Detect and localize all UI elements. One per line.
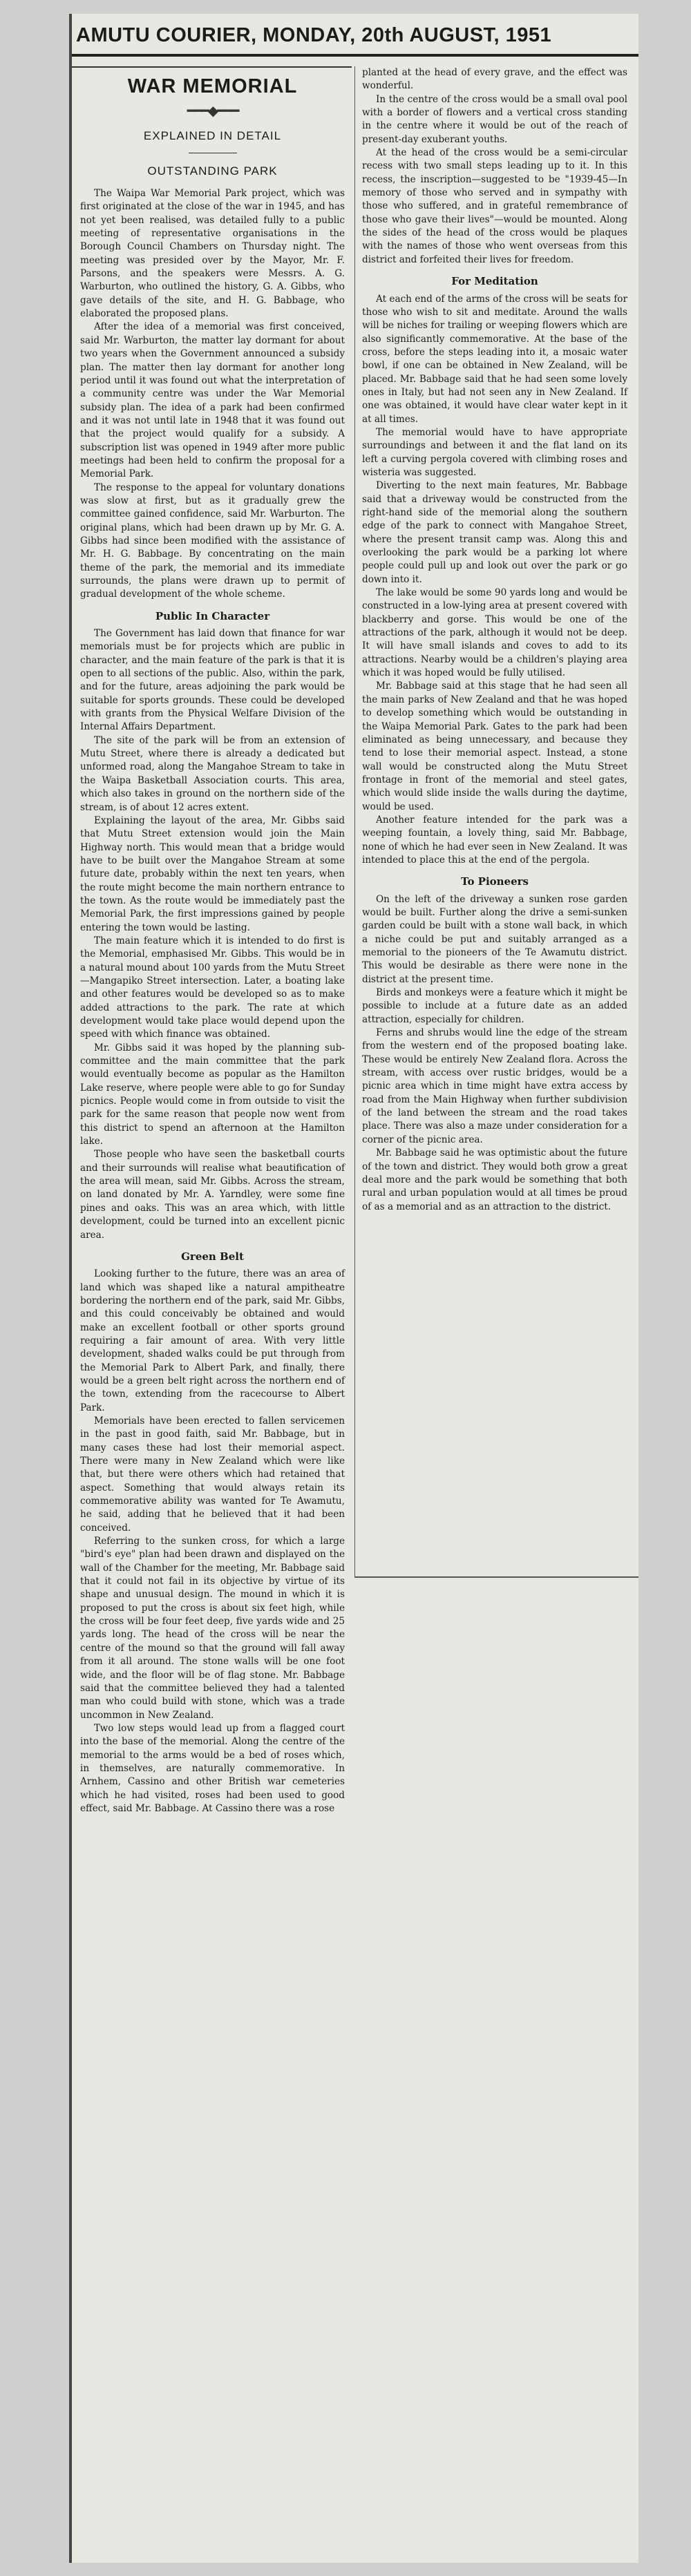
article-column-1 [72,66,352,2557]
paragraph: At the head of the cross would be a semi-circular recess with two small steps leading up to it. In this recess, the inscription—suggested to be "1939-45—In memory of those who served and in sympathy with those who suffered, and in grateful remembrance of those who gave their lives"—would be mounted. Along the sides of the head of the cross would be plaques with the names of those who went overseas from this district and forfeited their lives for freedom. [362,147,627,265]
paragraph: The Waipa War Memorial Park project, which was first originated at the close of the war in 1945, and has not yet been realised, was detailed fully to a public meeting of representative organisations in the Borough Council Chambers on Thursday night. The meeting was presided over by the Mayor, Mr. F. Parsons, and the speakers were Messrs. A. G. Warburton, who outlined the history, G. A. Gibbs, who gave details of the site, and H. G. Babbage, who elaborated the proposed plans. [80,188,345,320]
subheading: Green Belt [181,1250,244,1263]
paragraph: The main feature which it is intended to do first is the Memorial, emphasised Mr. Gibbs. This would be in a natural mound about 100 yards from the Mutu Street—Mangapiko Street intersection. Later, a boating lake and other features would be developed so as to make added attractions to the park. The rate at which development would take place would depend upon the speed with which finance was obtained. [80,935,345,1040]
article-column-2 [357,66,633,1586]
paragraph: The memorial would have to have appropriate surroundings and between it and the flat land on its left a curving pergola covered with climbing roses and wisteria was suggested. [362,426,627,478]
masthead: AMUTU COURIER, MONDAY, 20th AUGUST, 1951 [72,14,638,57]
article-box-top-rule [72,66,352,68]
deck-explained: EXPLAINED IN DETAIL [143,129,282,143]
newspaper-page [69,14,638,2563]
paragraph: Diverting to the next main features, Mr. Babbage said that a driveway would be constructed from the right-hand side of the memorial along the southern edge of the park to connect with Mangahoe Street, where the present transit camp was. Along this and overlooking the park would be a parking lot where people could pull up and look out over the park or go down into it. [362,480,627,585]
paragraph: On the left of the driveway a sunken rose garden would be built. Further along the drive a semi-sunken garden could be built with a stone wall back, in which a niche could be put and suitably arranged as a memorial to the pioneers of the Te Awamutu district. This would be desirable as there were none in the district at the present time. [362,893,627,985]
headline: WAR MEMORIAL [127,75,298,97]
paragraph: Birds and monkeys were a feature which it might be possible to include at a future date as an added attraction, especially for children. [362,987,627,1025]
paragraph: Another feature intended for the park was a weeping fountain, a lovely thing, said Mr. Babbage, none of which he had ever seen in New Zealand. It was intended to place this at the end of the pergola. [362,814,627,866]
paragraph: The response to the appeal for voluntary donations was slow at first, but as it gradually grew the committee gained confidence, said Mr. Warburton. The original plans, which had been drawn up by Mr. G. A. Gibbs had since been modified with the assistance of Mr. H. G. Babbage. By concentrating on the main theme of the park, the memorial and its immediate surrounds, the plans were drawn up to permit of gradual development of the whole scheme. [80,481,345,600]
subheading: For Meditation [451,275,538,288]
column-1-body [80,187,345,1815]
paragraph: Referring to the sunken cross, for which a large "bird's eye" plan had been drawn and displayed on the wall of the Chamber for the meeting, Mr. Babbage said that it could not fail in its objective by virtue of its shape and unusual design. The mound in which it is proposed to put the cross is about six feet high, while the cross will be four feet deep, five yards wide and 25 yards long. The head of the cross will be near the centre of the mound so that the ground will fall away from it all around. The stone walls will be one foot wide, and the floor will be of flag stone. Mr. Babbage said that the committee believed they had a talented man who could build with stone, which was a trade uncommon in New Zealand. [80,1536,345,1721]
paragraph: planted at the head of every grave, and the effect was wonderful. [362,67,627,92]
paragraph: Mr. Babbage said at this stage that he had seen all the main parks of New Zealand and that he was hoped to develop something which would be outstanding in the Waipa Memorial Park. Gates to the park had been eliminated as being unnecessary, and because they tend to lose their memorial aspect. Instead, a stone wall would be constructed along the Mutu Street frontage in front of the memorial and steel gates, which would slide inside the walls during the daytime, would be used. [362,680,627,812]
paragraph: Memorials have been erected to fallen servicemen in the past in good faith, said Mr. Babbage, but in many cases these had lost their memorial aspect. There were many in New Zealand which were like that, but there were others which had retained that aspect. Something that would always retain its commemorative ability was wanted for Te Awamutu, he said, adding that he believed that it had been conceived. [80,1415,345,1534]
paragraph: The Government has laid down that finance for war memorials must be for projects which are public in character, and the main feature of the park is that it is open to all sections of the public. Also, within the park, and for the future, areas adjoining the park would be suitable for sports grounds. These could be developed with grants from the Physical Welfare Division of the Internal Affairs Department. [80,628,345,733]
paragraph: In the centre of the cross would be a small oval pool with a border of flowers and a vertical cross standing in the centre where it would be out of the reach of present-day exuberant youths. [362,93,627,145]
paragraph: Looking further to the future, there was an area of land which was shaped like a natural ampitheatre bordering the northern end of the park, said Mr. Gibbs, and this could conceivably be obtained and would make an excellent football or other sports ground requiring a fair amount of area. With very little development, shaded walks could be put through from the Memorial Park to Albert Park, and finally, there would be a green belt right across the northern end of the town, extending from the racecourse to Albert Park. [80,1268,345,1413]
paragraph: Explaining the layout of the area, Mr. Gibbs said that Mutu Street extension would join the Main Highway north. This would mean that a bridge would have to be built over the Mangahoe Stream at some future date, probably within the next ten years, when the route might become the main northern entrance to the town. As the route would be immediately past the Memorial Park, the first impressions gained by people entering the town would be lasting. [80,814,345,933]
paragraph: Mr. Babbage said he was optimistic about the future of the town and district. They would both grow a great deal more and the park would be something that both rural and urban population would at all times be proud of as a memorial and as an attraction to the district. [362,1147,627,1212]
subheading: To Pioneers [461,875,529,888]
paragraph: After the idea of a memorial was first conceived, said Mr. Warburton, the matter lay dormant for about two years when the Government announced a subsidy plan. The matter then lay dormant for another long period until it was found out what the interpretation of a community centre was under the War Memorial subsidy plan. The idea of a park had been confirmed and it was not until late in 1948 that it was found out that the project would qualify for a subsidy. A subscription list was opened in 1949 after more public meetings had been held to confirm the proposal for a Memorial Park. [80,321,345,480]
column-rule [354,66,355,1576]
paragraph: Two low steps would lead up from a flagged court into the base of the memorial. Along the centre of the memorial to the arms would be a bed of roses which, in themselves, are naturally commemorative. In Arnhem, Cassino and other British war cemeteries which he had visited, roses had been used to good effect, said Mr. Babbage. At Cassino there was a rose [80,1722,345,1814]
deck-outstanding-park: OUTSTANDING PARK [147,164,278,178]
paragraph: The lake would be some 90 yards long and would be constructed in a low-lying area at present covered with blackberry and gorse. This would be one of the attractions of the park, although it would not be deep. It will have small islands and coves to add to its attractions. Nearby would be a children's playing area which it was hoped would be fully utilised. [362,587,627,679]
paragraph: Ferns and shrubs would line the edge of the stream from the western end of the proposed boating lake. These would be entirely New Zealand flora. Across the stream, with access over rustic bridges, would be a picnic area which in time might have extra access by road from the Main Highway when further subdivision of the land between the stream and the road takes place. There was also a maze under consideration for a corner of the picnic area. [362,1027,627,1145]
ornament-divider: ━━━◆━━━ [187,102,238,120]
column-2-body [362,66,627,1214]
paragraph: At each end of the arms of the cross will be seats for those who wish to sit and meditate. Around the walls will be niches for trailing or weeping flowers which are also significantly commemorative. At the base of the cross, before the steps leading into it, a mosaic water bowl, if one can be obtained in New Zealand, will be placed. Mr. Babbage said that he had seen some lovely ones in Italy, but had not seen any in New Zealand. If one was obtained, it would have clear water kept in it at all times. [362,293,627,425]
paragraph: Mr. Gibbs said it was hoped by the planning sub-committee and the main committee that the park would eventually become as popular as the Hamilton Lake reserve, where people were able to go for Sunday picnics. People would come in from outside to visit the park for the same reason that people now went from this district to spend an afternoon at the Hamilton lake. [80,1042,345,1147]
paragraph: The site of the park will be from an extension of Mutu Street, where there is already a dedicated but unformed road, along the Mangahoe Stream to take in the Waipa Basketball Association courts. This area, which also takes in ground on the northern side of the stream, is of about 12 acres extent. [80,734,345,813]
subheading: Public In Character [155,609,270,622]
paragraph: Those people who have seen the basketball courts and their surrounds will realise what beautification of the area will mean, said Mr. Gibbs. Across the stream, on land donated by Mr. A. Yarndley, were some fine pines and oaks. This was an area which, with little development, could be turned into an excellent picnic area. [80,1149,345,1241]
